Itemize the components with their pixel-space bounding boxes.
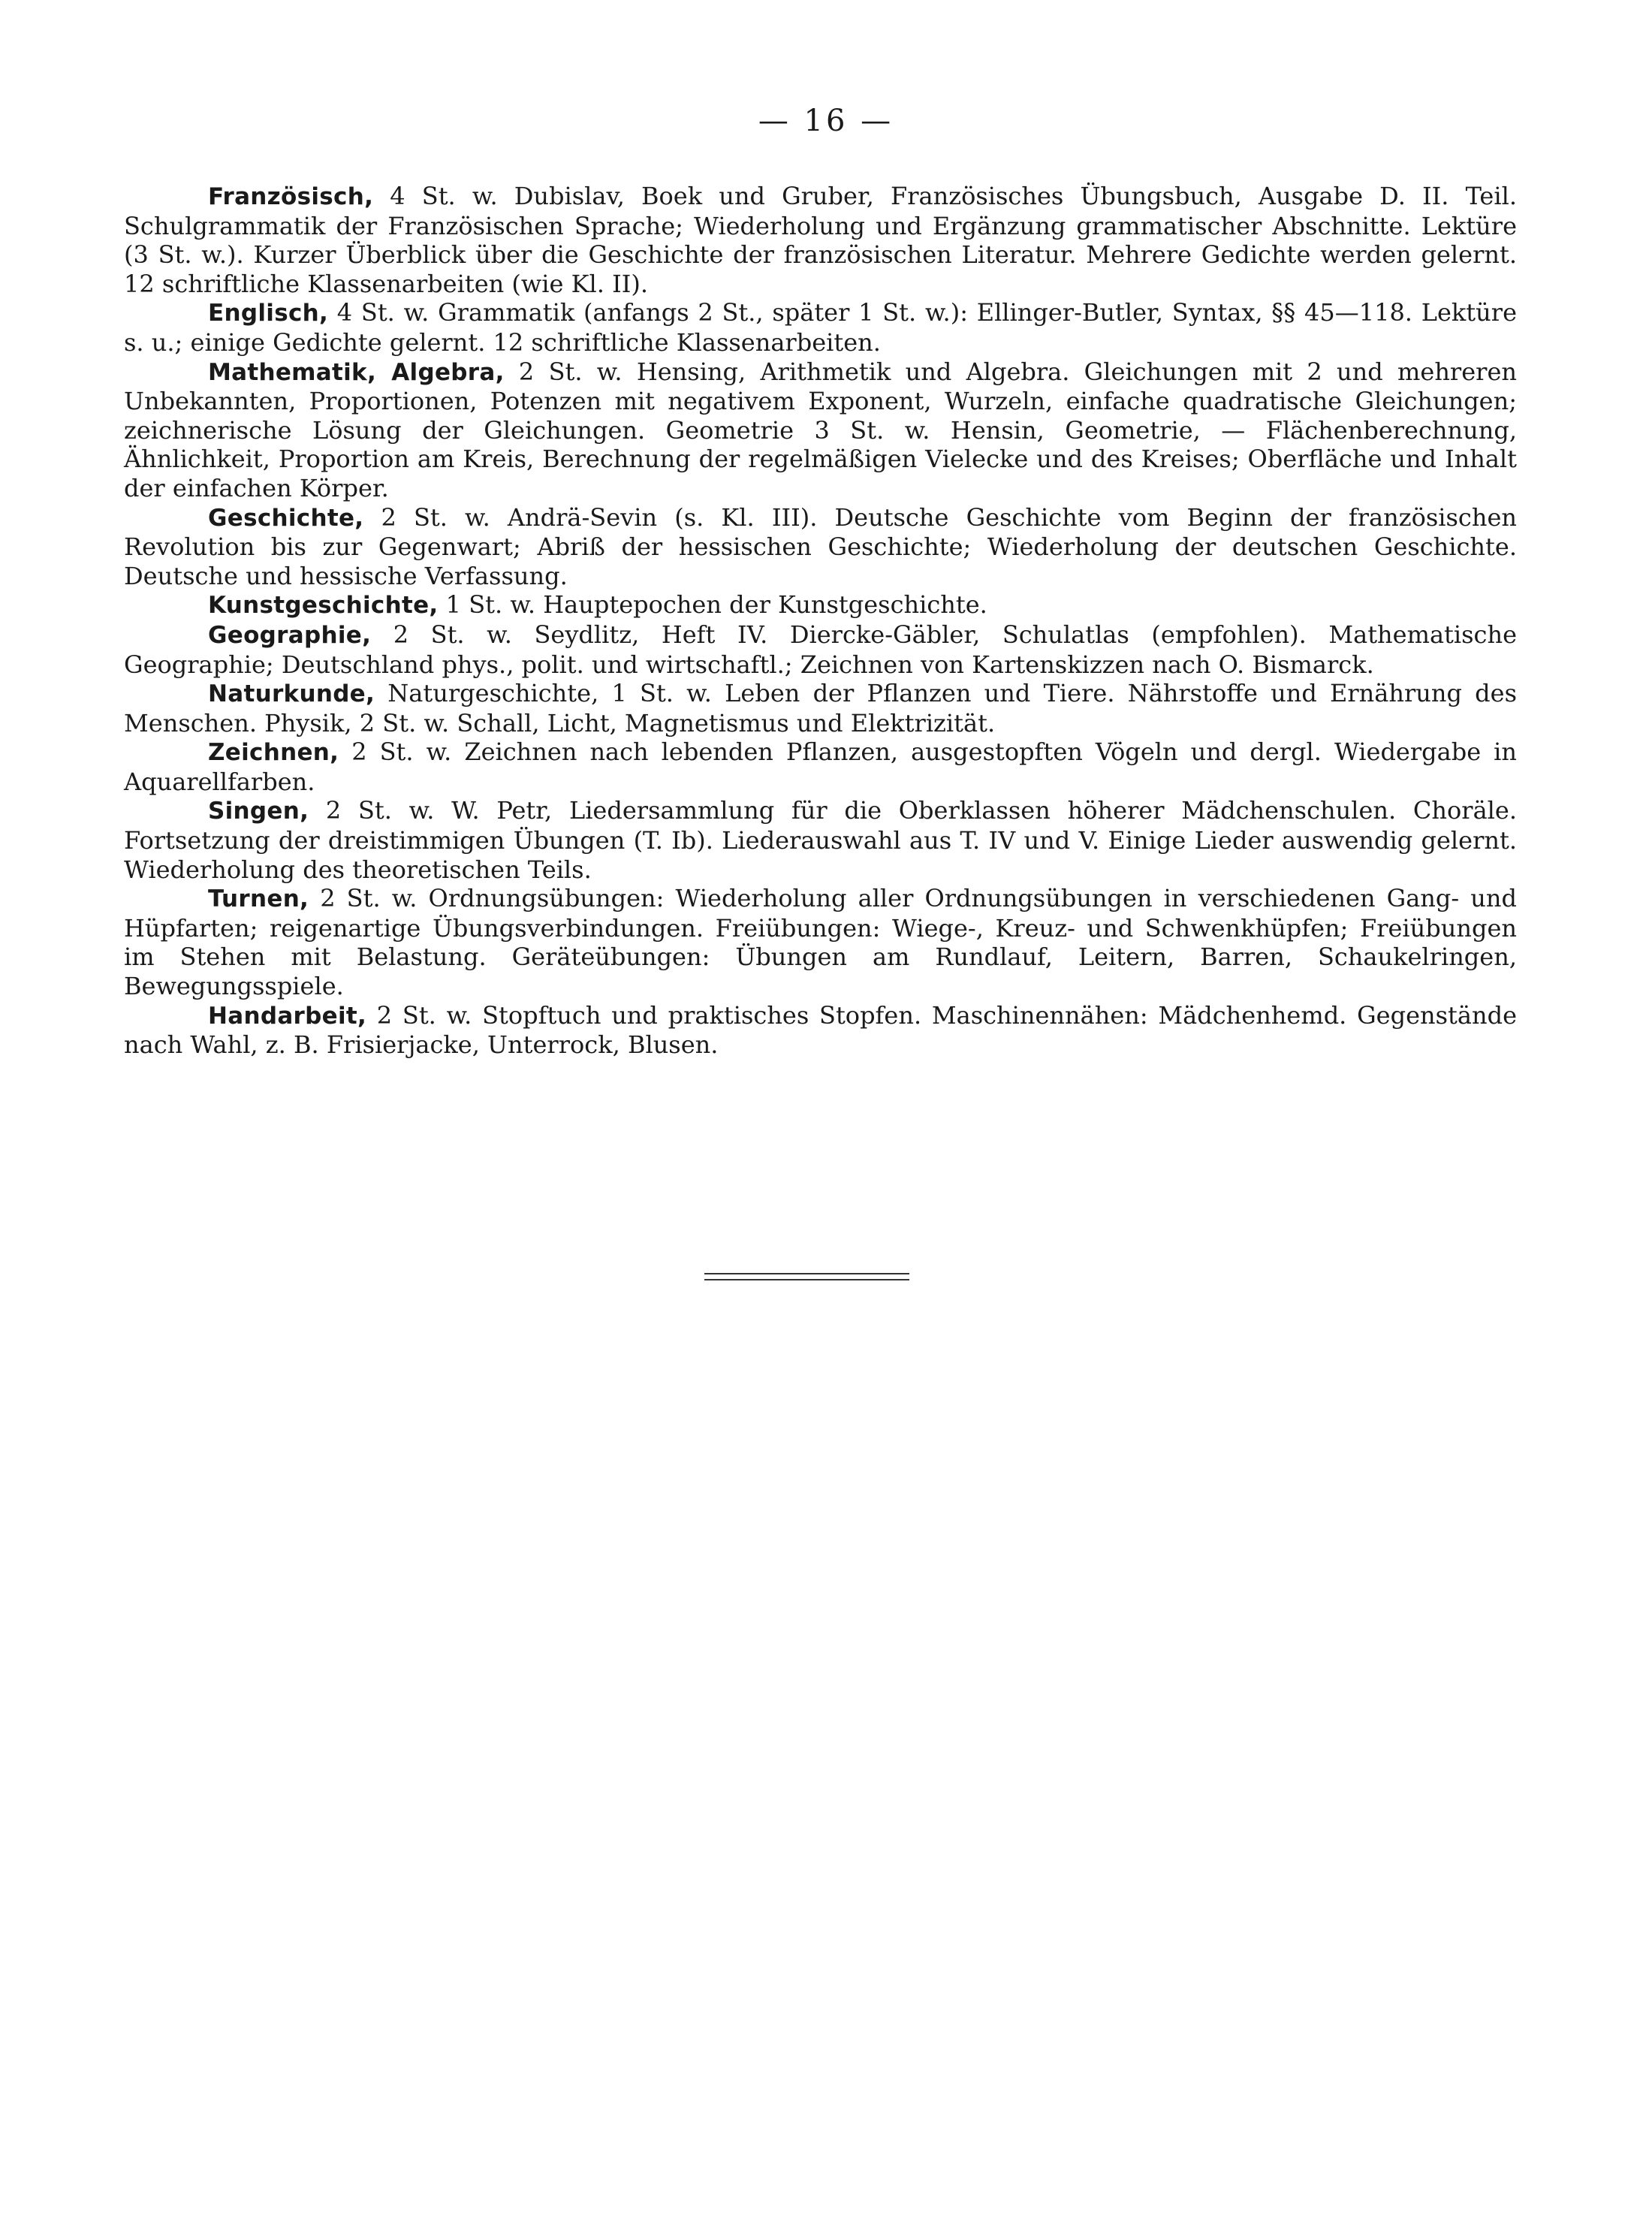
section-naturkunde bbox=[124, 679, 1517, 737]
section-body: 4 St. w. Grammatik (anfangs 2 St., später 1 St. w.): Ellinger-Butler, Syntax, §§ 45—118. Lektüre s. u.; einige Gedichte gelernt. 12 schriftliche Klassenarbeiten. bbox=[124, 298, 1517, 357]
section-franzoesisch bbox=[124, 182, 1517, 298]
subject-heading: Geographie, bbox=[208, 621, 372, 649]
section-body: 2 St. w. Ordnungsübungen: Wiederholung aller Ordnungsübungen in verschiedenen Gang- und Hüpfarten; reigenartige Übungsverbindungen. Freiübungen: Wiege-, Kreuz- und Schwenkhüpfen; Freiübungen im Stehen mit Belastung. Geräteübungen: Übungen am Rundlauf, Leitern, Barren, Schaukelringen, Bewegungsspiele. bbox=[124, 884, 1517, 1001]
section-body: Naturgeschichte, 1 St. w. Leben der Pflanzen und Tiere. Nährstoffe und Ernährung des Menschen. Physik, 2 St. w. Schall, Licht, Magnetismus und Elektrizität. bbox=[124, 679, 1517, 737]
closing-rule-top bbox=[704, 1273, 909, 1274]
subject-heading: Handarbeit, bbox=[208, 1002, 367, 1030]
section-body: 4 St. w. Dubislav, Boek und Gruber, Französisches Übungsbuch, Ausgabe D. II. Teil. Schulgrammatik der Französischen Sprache; Wiederholung und Ergänzung grammatischer Abschnitte. Lektüre (3 St. w.). Kurzer Überblick über die Geschichte der französischen Literatur. Mehrere Gedichte werden gelernt. 12 schriftliche Klassenarbeiten (wie Kl. II). bbox=[124, 182, 1517, 298]
subject-heading: Turnen, bbox=[208, 885, 309, 913]
section-handarbeit bbox=[124, 1001, 1517, 1060]
subject-heading: Französisch, bbox=[208, 183, 374, 210]
section-mathematik bbox=[124, 357, 1517, 503]
subject-heading: Singen, bbox=[208, 798, 309, 825]
subject-heading: Naturkunde, bbox=[208, 680, 375, 708]
section-body: 2 St. w. Hensing, Arithmetik und Algebra. Gleichungen mit 2 und mehreren Unbekannten, Proportionen, Potenzen mit negativem Exponent, Wurzeln, einfache quadratische Gleichungen; zeichnerische Lösung der Gleichungen. Geometrie 3 St. w. Hensin, Geometrie, — Flächenberechnung, Ähnlichkeit, Proportion am Kreis, Berechnung der regelmäßigen Vielecke und des Kreises; Oberfläche und Inhalt der einfachen Körper. bbox=[124, 357, 1518, 502]
section-body: 2 St. w. Stopftuch und praktisches Stopfen. Maschinennähen: Mädchenhemd. Gegenstände nach Wahl, z. B. Frisierjacke, Unterrock, Blusen. bbox=[124, 1000, 1517, 1060]
subject-heading: Geschichte, bbox=[208, 504, 364, 532]
section-geschichte bbox=[124, 503, 1517, 591]
section-body: 1 St. w. Hauptepochen der Kunstgeschichte. bbox=[438, 590, 987, 620]
section-turnen bbox=[124, 884, 1517, 1000]
subject-heading: Englisch, bbox=[208, 300, 329, 327]
section-body: 2 St. w. Zeichnen nach lebenden Pflanzen, ausgestopften Vögeln und dergl. Wiedergabe in Aquarellfarben. bbox=[124, 737, 1517, 796]
curriculum-text bbox=[124, 182, 1517, 1060]
section-body: 2 St. w. W. Petr, Liedersammlung für die Oberklassen höherer Mädchenschulen. Choräle. Fortsetzung der dreistimmigen Übungen (T. Ib). Liederauswahl aus T. IV und V. Einige Lieder auswendig gelernt. Wiederholung des theoretischen Teils. bbox=[124, 796, 1517, 884]
section-geographie bbox=[124, 620, 1517, 679]
section-kunstgeschichte bbox=[124, 590, 1517, 620]
subject-heading: Kunstgeschichte, bbox=[208, 592, 439, 620]
page-number: — 16 — bbox=[758, 104, 894, 138]
subject-heading: Zeichnen, bbox=[208, 739, 339, 767]
section-body: 2 St. w. Andrä-Sevin (s. Kl. III). Deutsche Geschichte vom Beginn der französischen Revolution bis zur Gegenwart; Abriß der hessischen Geschichte; Wiederholung der deutschen Geschichte. Deutsche und hessische Verfassung. bbox=[124, 502, 1517, 590]
closing-rule-bottom bbox=[704, 1279, 909, 1280]
section-singen bbox=[124, 796, 1517, 884]
subject-heading: Mathematik, Algebra, bbox=[208, 358, 505, 386]
section-zeichnen bbox=[124, 737, 1517, 796]
section-body: 2 St. w. Seydlitz, Heft IV. Diercke-Gäbler, Schulatlas (empfohlen). Mathematische Geographie; Deutschland phys., polit. und wirtschaftl.; Zeichnen von Kartenskizzen nach O. Bismarck. bbox=[124, 620, 1517, 679]
section-englisch bbox=[124, 298, 1517, 357]
